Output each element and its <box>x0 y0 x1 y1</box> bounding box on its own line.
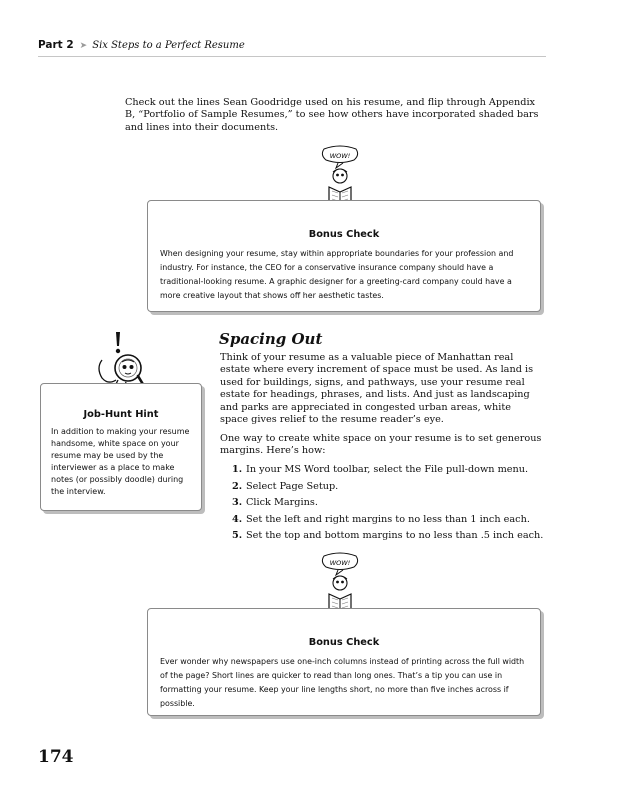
wow-bubble-text: WOW! <box>329 559 351 567</box>
section-paragraph-2: One way to create white space on your resume is to set generous margins. Here’s how: <box>220 433 542 457</box>
margin-steps-list <box>232 462 544 545</box>
wow-bubble-text: WOW! <box>329 152 351 160</box>
bonus-check-text: Ever wonder why newspapers use one-inch columns instead of printing across the full width of the page? Short lines are quicker to read than long ones. That’s a tip you can use in formatting your resume. Keep your line lengths short, no more than five inches across if possible. <box>160 657 525 709</box>
running-header <box>38 39 546 51</box>
step-text: Select Page Setup. <box>246 480 339 492</box>
step-number: 5. <box>232 530 243 542</box>
section-paragraph-1: Think of your resume as a valuable piece of Manhattan real estate where every increment of space must be used. As land is used for buildings, signs, and pathways, use your resume real estate for headings, phrases, and lists. And just as landscaping and parks are appreciated in congested urban areas, white space gives relief to the resume reader’s eye. <box>220 352 534 426</box>
header-divider <box>38 56 546 57</box>
job-hunt-hint-box <box>40 383 202 511</box>
bonus-check-box <box>147 200 541 312</box>
part-label: Part 2 <box>38 39 74 51</box>
step-number: 3. <box>232 497 243 509</box>
step-text: Click Margins. <box>246 497 318 509</box>
step-number: 1. <box>232 464 243 475</box>
step-text: Set the top and bottom margins to no less than .5 inch each. <box>246 530 544 542</box>
bonus-check-title: Bonus Check <box>308 637 380 648</box>
bonus-check-title: Bonus Check <box>308 229 380 240</box>
bonus-check-text: When designing your resume, stay within appropriate boundaries for your profession and industry. For instance, the CEO for a conservative insurance company should have a traditional-looking resume. A graphic designer for a greeting-card company could have a more creative layout that shows off her aesthetic tastes. <box>160 249 514 301</box>
header-arrow-icon: ➤ <box>79 41 88 51</box>
list-item <box>232 462 544 479</box>
job-hunt-hint-text: In addition to making your resume handsome, white space on your resume may be used by the interviewer as a place to make notes (or possibly doodle) during the interview. <box>51 427 190 497</box>
list-item <box>232 528 544 545</box>
step-text: In your MS Word toolbar, select the File pull-down menu. <box>246 464 529 475</box>
step-number: 4. <box>232 513 243 525</box>
list-item <box>232 512 544 529</box>
section-heading: Spacing Out <box>219 330 323 348</box>
step-text: Set the left and right margins to no less than 1 inch each. <box>246 513 530 525</box>
list-item <box>232 495 544 512</box>
intro-paragraph: Check out the lines Sean Goodridge used on his resume, and flip through Appendix B, “Portfolio of Sample Resumes,” to see how others have incorporated shaded bars and lines into their documents. <box>125 97 539 133</box>
list-item <box>232 479 544 496</box>
step-number: 2. <box>232 480 243 492</box>
page-number: 174 <box>38 747 74 767</box>
job-hunt-hint-title: Job-Hunt Hint <box>83 409 159 420</box>
bonus-check-box <box>147 608 541 716</box>
header-section-title: Six Steps to a Perfect Resume <box>92 40 245 51</box>
